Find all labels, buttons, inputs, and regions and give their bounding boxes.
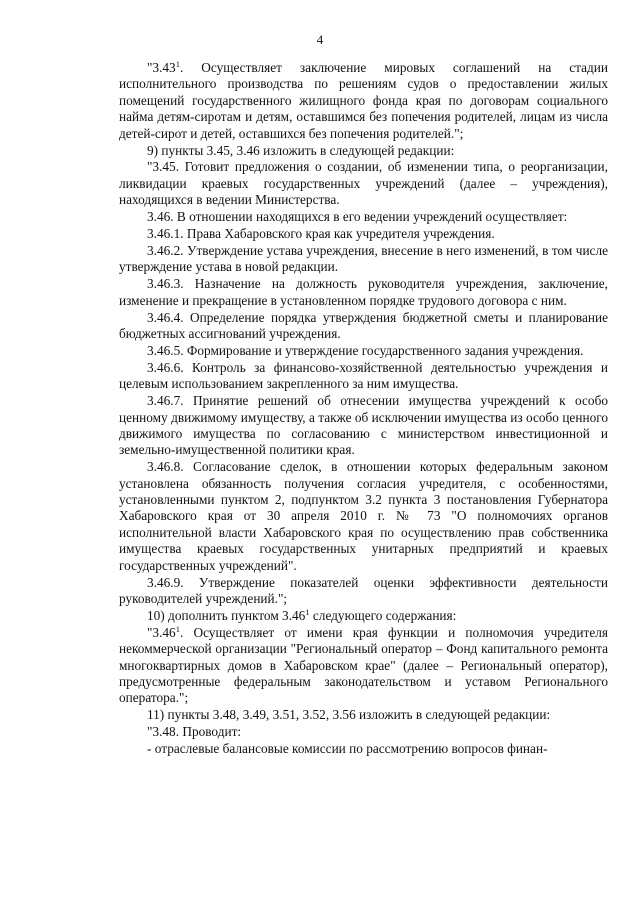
paragraph-item-10: 10) дополнить пунктом 3.46$^1$ следующего содержания:	[147, 606, 457, 623]
paragraph-3-46-2: 3.46.2. Утверждение устава учреждения, внесение в него изменений, в том числе утверждение устава в новой редакции.	[119, 242, 608, 275]
paragraph-balance-commissions: - отраслевые балансовые комиссии по рассмотрению вопросов финан-	[147, 741, 548, 757]
paragraph-3-46-5: 3.46.5. Формирование и утверждение государственного задания учреждения.	[147, 342, 584, 358]
paragraph-3-46-1: 3.46.1. Права Хабаровского края как учредителя учреждения.	[147, 226, 495, 242]
paragraph-3-46: 3.46. В отношении находящихся в его ведении учреждений осуществляет:	[147, 209, 568, 225]
paragraph-item-9: 9) пункты 3.45, 3.46 изложить в следующей редакции:	[147, 142, 455, 158]
paragraph-3-45: "3.45. Готовит предложения о создании, об изменении типа, о реорганизации, ликвидации краевых государственных учреждений (далее – учреждения), находящихся в ведении Министерства.	[119, 159, 608, 208]
paragraph-3-46-9: 3.46.9. Утверждение показателей оценки эффективности деятельности руководителей учреждений.";	[119, 574, 608, 606]
page-number: 4	[316, 32, 324, 47]
paragraph-3-46-7: 3.46.7. Принятие решений об отнесении имущества учреждений к особо ценному движимому имуществу, а также об исключении имущества из особо ценного движимого имущества по согласованию с министерством инвестиционной и земельно-имущественной политики края.	[119, 393, 608, 458]
paragraph-3-43: "3.43$^1$. Осуществляет заключение мировых соглашений на стадии исполнительного производства по решениям судов о предоставлении жилых помещений государственного жилищного фонда края по договорам социального найма детям-сиротам и детям, оставшимся без попечения родителей, лицам из числа детей-сирот и детей, оставшихся без попечения родителей.";	[119, 59, 608, 141]
paragraph-3-46-8: 3.46.8. Согласование сделок, в отношении которых федеральным законом установлена обязанность получения согласия учредителя, с особенностями, установленными пунктом 2, подпунктом 3.2 пункта 3 постановления Губернатора Хабаровского края от 30 апреля 2010 г. № 73 "О полномочиях органов исполнительной власти Хабаровского края по осуществлению прав собственника имущества краевых государственных унитарных предприятий и краевых государственных учреждений".	[119, 459, 608, 573]
paragraph-3-48: "3.48. Проводит:	[147, 724, 242, 740]
paragraph-3-46-3: 3.46.3. Назначение на должность руководителя учреждения, заключение, изменение и прекращение в установленном порядке трудового договора с ним.	[119, 276, 608, 308]
paragraph-3-46-6: 3.46.6. Контроль за финансово-хозяйственной деятельностью учреждения и целевым использованием закрепленного за ним имущества.	[119, 359, 608, 392]
paragraph-3-46-4: 3.46.4. Определение порядка утверждения бюджетной сметы и планирование бюджетных ассигнований учреждения.	[119, 309, 608, 341]
document-body	[119, 60, 608, 758]
paragraph-3-46-sup-1: "3.46$^1$. Осуществляет от имени края функции и полномочия учредителя некоммерческой организации "Региональный оператор – Фонд капитального ремонта многоквартирных домов в Хабаровском крае" (далее – Региональный оператор), предусмотренные федеральным законодательством и уставом Регионального оператора.";	[119, 623, 608, 706]
paragraph-item-11: 11) пункты 3.48, 3.49, 3.51, 3.52, 3.56 изложить в следующей редакции:	[147, 707, 551, 723]
